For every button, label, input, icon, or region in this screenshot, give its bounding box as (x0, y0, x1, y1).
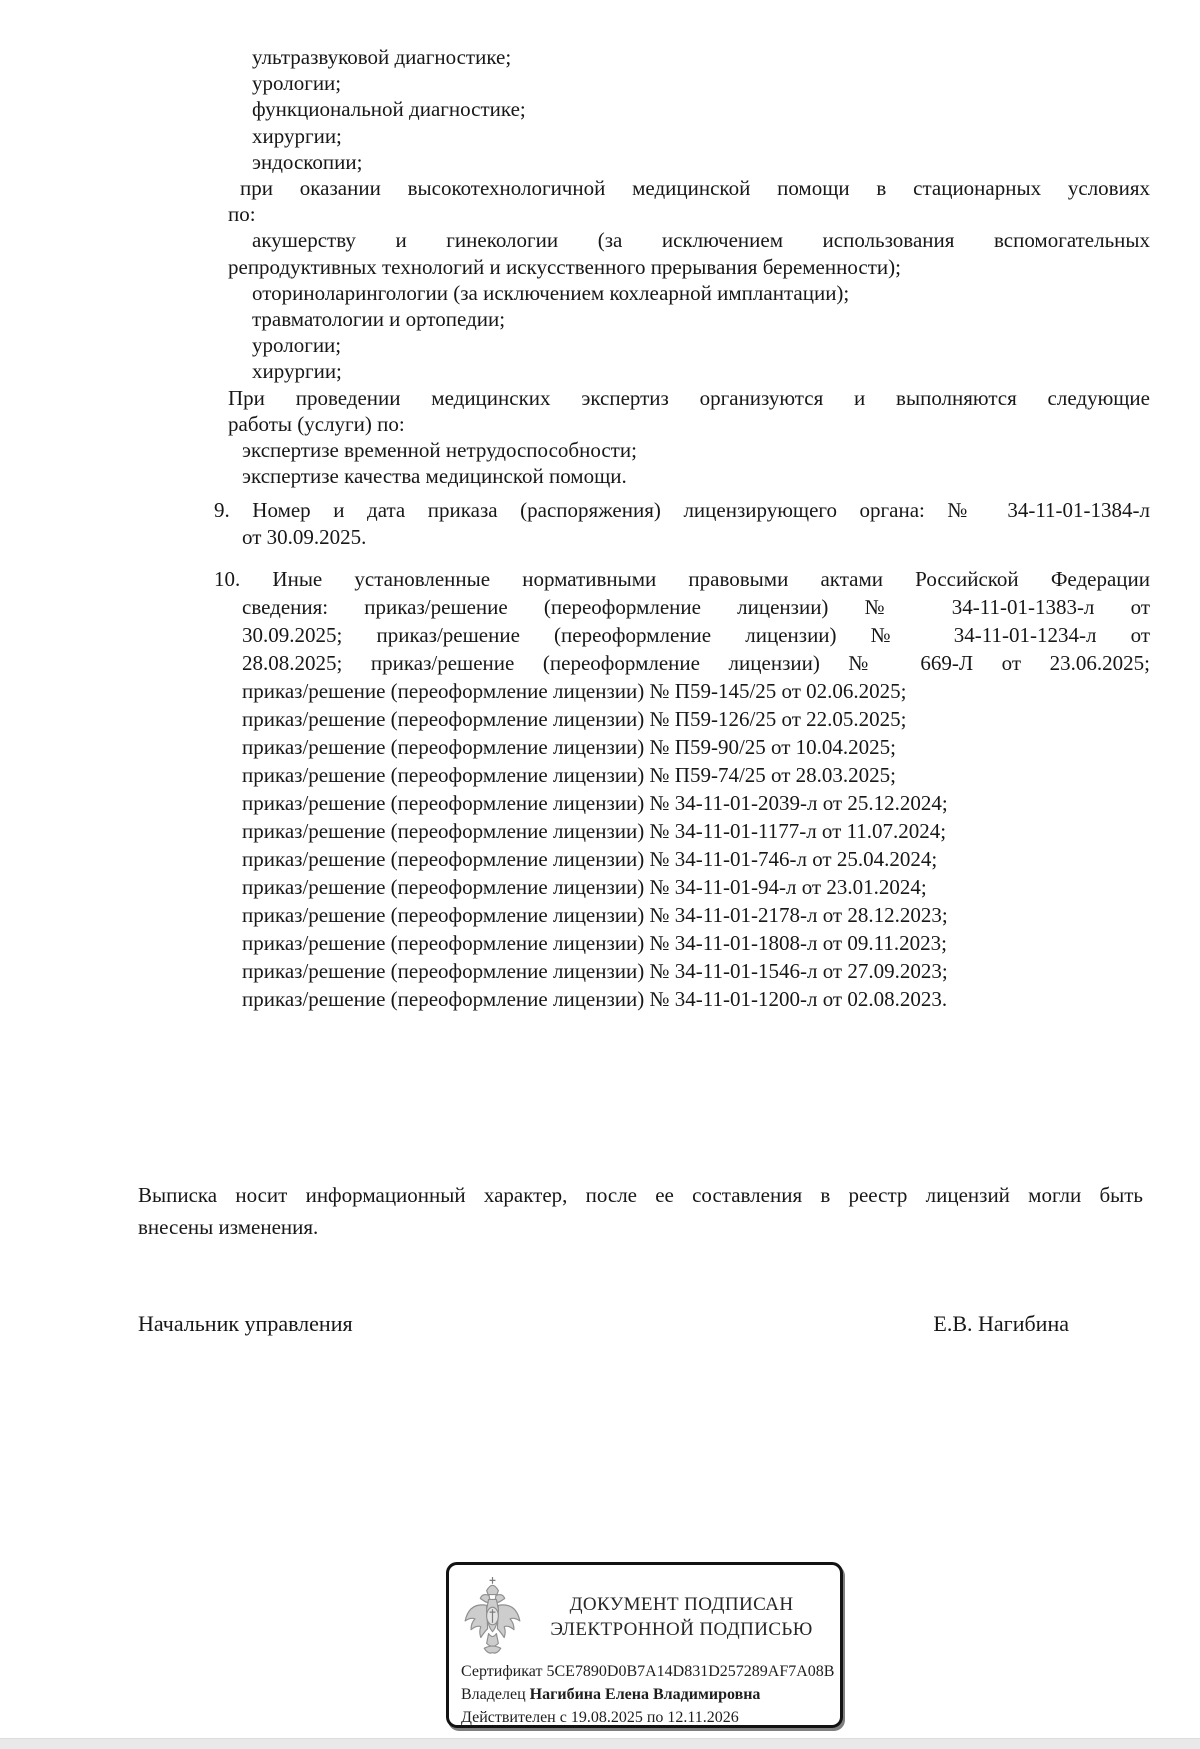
text-line: оториноларингологии (за исключением кохлеарной имплантации); (252, 280, 850, 305)
text-line: приказ/решение (переоформление лицензии) № П59-74/25 от 28.03.2025; (242, 763, 897, 788)
text-line: приказ/решение (переоформление лицензии) № 34-11-01-94-л от 23.01.2024; (242, 875, 927, 900)
text-line: приказ/решение (переоформление лицензии) № 34-11-01-1546-л от 27.09.2023; (242, 959, 948, 984)
section-9-order-number (214, 497, 1150, 551)
stamp-owner-line (461, 1684, 827, 1706)
validity-text: Действителен с 19.08.2025 по 12.11.2026 (461, 1709, 739, 1726)
text-line: эндоскопии; (252, 149, 363, 174)
text-line: 10. Иные установленные нормативными правовыми актами Российской Федерации (214, 567, 1150, 592)
electronic-signature-stamp (446, 1562, 843, 1728)
text-line: 9. Номер и дата приказа (распоряжения) лицензирующего органа: № 34-11-01-1384-л (214, 498, 1150, 523)
stamp-title-line-1: ДОКУМЕНТ ПОДПИСАН (569, 1594, 794, 1615)
text-line: ультразвуковой диагностике; (252, 45, 512, 69)
text-line: работы (услуги) по: (228, 411, 405, 436)
text-line: внесены изменения. (138, 1215, 319, 1240)
signature-row (0, 1309, 1200, 1339)
informational-note (138, 1179, 1143, 1243)
text-line: по: (228, 202, 256, 227)
stamp-validity-line (461, 1707, 827, 1729)
text-line: травматологии и ортопедии; (252, 307, 506, 332)
certificate-label: Сертификат (461, 1663, 543, 1680)
section-10-other-orders (214, 565, 1150, 1013)
certificate-value: 5CE7890D0B7A14D831D257289AF7A08B (546, 1663, 835, 1680)
owner-name: Нагибина Елена Владимировна (529, 1686, 761, 1703)
signer-position-title: Начальник управления (138, 1311, 353, 1337)
stamp-certificate-line (461, 1661, 835, 1683)
text-line: 30.09.2025; приказ/решение (переоформление лицензии) № 34-11-01-1234-л от (242, 623, 1150, 648)
document-page (0, 44, 1200, 1726)
stamp-title-line-2: ЭЛЕКТРОННОЙ ПОДПИСЬЮ (550, 1619, 813, 1640)
text-line: экспертизе временной нетрудоспособности; (242, 438, 637, 463)
owner-label: Владелец (461, 1686, 526, 1703)
text-line: 28.08.2025; приказ/решение (переоформление лицензии) № 669-Л от 23.06.2025; (242, 651, 1150, 676)
text-line: приказ/решение (переоформление лицензии) № П59-90/25 от 10.04.2025; (242, 735, 897, 760)
text-line: функциональной диагностике; (252, 97, 526, 122)
text-line: урологии; (252, 71, 342, 96)
text-line: приказ/решение (переоформление лицензии) № 34-11-01-1177-л от 11.07.2024; (242, 819, 947, 844)
text-line: урологии; (252, 333, 342, 358)
text-line: хирургии; (252, 123, 342, 148)
page-bottom-edge (0, 1738, 1200, 1749)
signer-name: Е.В. Нагибина (933, 1311, 1069, 1337)
text-line: приказ/решение (переоформление лицензии) № 34-11-01-1200-л от 02.08.2023. (242, 987, 948, 1012)
licensed-services-block (228, 44, 1150, 489)
text-line: сведения: приказ/решение (переоформление лицензии) № 34-11-01-1383-л от (242, 595, 1150, 620)
text-line: репродуктивных технологий и искусственного прерывания беременности); (228, 254, 901, 279)
stamp-header (461, 1574, 827, 1660)
text-line: приказ/решение (переоформление лицензии) № 34-11-01-1808-л от 09.11.2023; (242, 931, 947, 956)
stamp-title (536, 1592, 827, 1642)
roszdravnadzor-eagle-emblem-icon (461, 1576, 524, 1658)
text-line: приказ/решение (переоформление лицензии) № 34-11-01-2178-л от 28.12.2023; (242, 903, 948, 928)
text-line: приказ/решение (переоформление лицензии) № 34-11-01-746-л от 25.04.2024; (242, 847, 938, 872)
text-line: от 30.09.2025. (242, 525, 367, 550)
text-line: хирургии; (252, 359, 342, 384)
text-line: экспертизе качества медицинской помощи. (242, 464, 627, 489)
text-line: Выписка носит информационный характер, после ее составления в реестр лицензий могли быть (138, 1183, 1143, 1208)
text-line: приказ/решение (переоформление лицензии) № П59-126/25 от 22.05.2025; (242, 707, 907, 732)
text-line: При проведении медицинских экспертиз организуются и выполняются следующие (228, 385, 1150, 410)
text-line: приказ/решение (переоформление лицензии) № 34-11-01-2039-л от 25.12.2024; (242, 791, 948, 816)
text-line: при оказании высокотехнологичной медицинской помощи в стационарных условиях (240, 176, 1150, 201)
text-line: приказ/решение (переоформление лицензии) № П59-145/25 от 02.06.2025; (242, 679, 907, 704)
text-line: акушерству и гинекологии (за исключением использования вспомогательных (252, 228, 1150, 253)
